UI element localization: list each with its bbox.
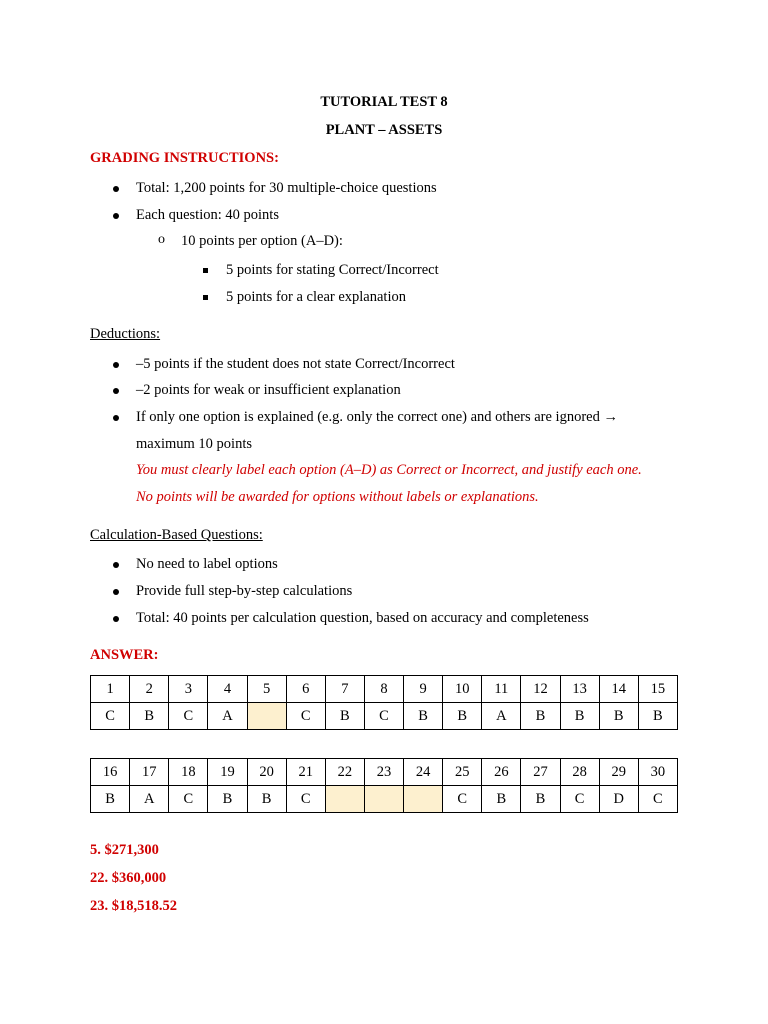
answer-cell: D xyxy=(599,786,638,813)
answer-cell: C xyxy=(91,703,130,730)
answer-cell: C xyxy=(169,703,208,730)
grading-heading: GRADING INSTRUCTIONS: xyxy=(90,150,279,166)
deduction-note: No points will be awarded for options without labels or explanations. xyxy=(136,489,539,505)
question-number-cell: 26 xyxy=(482,759,521,786)
question-number-cell: 30 xyxy=(638,759,677,786)
question-number-cell: 10 xyxy=(443,676,482,703)
question-number-cell: 16 xyxy=(91,759,130,786)
answer-cell: B xyxy=(404,703,443,730)
answer-cell: B xyxy=(443,703,482,730)
question-number-row xyxy=(91,676,678,703)
question-number-cell: 28 xyxy=(560,759,599,786)
bullet-icon xyxy=(113,186,119,192)
question-number-cell: 11 xyxy=(482,676,521,703)
answer-cell: B xyxy=(638,703,677,730)
question-number-cell: 4 xyxy=(208,676,247,703)
question-number-cell: 19 xyxy=(208,759,247,786)
question-number-cell: 21 xyxy=(286,759,325,786)
question-number-cell: 29 xyxy=(599,759,638,786)
deduction-item: If only one option is explained (e.g. only the correct one) and others are ignored → xyxy=(136,409,618,425)
deduction-item: –5 points if the student does not state Correct/Incorrect xyxy=(136,356,455,372)
answer-cell: A xyxy=(208,703,247,730)
answer-cell: C xyxy=(560,786,599,813)
bullet-icon xyxy=(113,562,119,568)
bullet-icon xyxy=(113,362,119,368)
answer-cell: C xyxy=(638,786,677,813)
answer-cell: C xyxy=(364,703,403,730)
answer-cell-highlighted xyxy=(364,786,403,813)
calc-answer: 23. $18,518.52 xyxy=(90,898,177,914)
question-number-cell: 24 xyxy=(404,759,443,786)
answer-cell: C xyxy=(286,703,325,730)
question-number-cell: 17 xyxy=(130,759,169,786)
answer-cell: B xyxy=(521,703,560,730)
grading-subsubitem: 5 points for stating Correct/Incorrect xyxy=(226,262,439,278)
answer-cell-highlighted xyxy=(404,786,443,813)
answer-cell: C xyxy=(443,786,482,813)
bullet-icon xyxy=(113,589,119,595)
answer-cell: B xyxy=(325,703,364,730)
deduction-item: –2 points for weak or insufficient explanation xyxy=(136,382,401,398)
bullet-icon xyxy=(113,415,119,421)
question-number-cell: 22 xyxy=(325,759,364,786)
deductions-heading: Deductions: xyxy=(90,326,161,342)
question-number-cell: 14 xyxy=(599,676,638,703)
calc-item: Provide full step-by-step calculations xyxy=(136,583,353,599)
calc-item: No need to label options xyxy=(136,556,278,572)
circle-bullet-icon: o xyxy=(158,232,165,247)
deduction-note: You must clearly label each option (A–D) as Correct or Incorrect, and justify each one. xyxy=(136,462,642,478)
question-number-cell: 13 xyxy=(560,676,599,703)
bullet-icon xyxy=(113,213,119,219)
answer-cell: B xyxy=(482,786,521,813)
answer-cell: B xyxy=(599,703,638,730)
question-number-cell: 20 xyxy=(247,759,286,786)
grading-subsubitem: 5 points for a clear explanation xyxy=(226,289,406,305)
answer-cell: B xyxy=(208,786,247,813)
question-number-cell: 9 xyxy=(404,676,443,703)
question-number-cell: 3 xyxy=(169,676,208,703)
document-title: TUTORIAL TEST 8 xyxy=(320,94,448,110)
answer-cell: B xyxy=(130,703,169,730)
answer-row xyxy=(91,703,678,730)
answer-cell: A xyxy=(130,786,169,813)
answer-table-2 xyxy=(90,758,678,813)
question-number-cell: 18 xyxy=(169,759,208,786)
question-number-cell: 7 xyxy=(325,676,364,703)
answer-table-1 xyxy=(90,675,678,730)
question-number-cell: 6 xyxy=(286,676,325,703)
question-number-cell: 27 xyxy=(521,759,560,786)
question-number-cell: 12 xyxy=(521,676,560,703)
bullet-icon xyxy=(113,388,119,394)
answer-heading: ANSWER: xyxy=(90,647,159,663)
answer-cell: B xyxy=(560,703,599,730)
answer-cell: B xyxy=(521,786,560,813)
answer-cell: B xyxy=(91,786,130,813)
question-number-row xyxy=(91,759,678,786)
question-number-cell: 25 xyxy=(443,759,482,786)
answer-cell: C xyxy=(169,786,208,813)
answer-cell-highlighted xyxy=(247,703,286,730)
answer-row xyxy=(91,786,678,813)
question-number-cell: 8 xyxy=(364,676,403,703)
deduction-item-continued: maximum 10 points xyxy=(136,436,252,452)
grading-item: Total: 1,200 points for 30 multiple-choice questions xyxy=(136,180,437,196)
question-number-cell: 15 xyxy=(638,676,677,703)
question-number-cell: 5 xyxy=(247,676,286,703)
calc-answer: 5. $271,300 xyxy=(90,842,159,858)
square-bullet-icon xyxy=(203,295,208,300)
calc-item: Total: 40 points per calculation question, based on accuracy and completeness xyxy=(136,610,589,626)
question-number-cell: 2 xyxy=(130,676,169,703)
square-bullet-icon xyxy=(203,268,208,273)
bullet-icon xyxy=(113,616,119,622)
question-number-cell: 23 xyxy=(364,759,403,786)
answer-cell: A xyxy=(482,703,521,730)
calc-heading: Calculation-Based Questions: xyxy=(90,527,263,543)
calc-answer: 22. $360,000 xyxy=(90,870,167,886)
document-subtitle: PLANT – ASSETS xyxy=(325,122,443,138)
grading-subitem: 10 points per option (A–D): xyxy=(181,233,343,249)
answer-cell: B xyxy=(247,786,286,813)
answer-cell-highlighted xyxy=(325,786,364,813)
question-number-cell: 1 xyxy=(91,676,130,703)
grading-item: Each question: 40 points xyxy=(136,207,279,223)
answer-cell: C xyxy=(286,786,325,813)
